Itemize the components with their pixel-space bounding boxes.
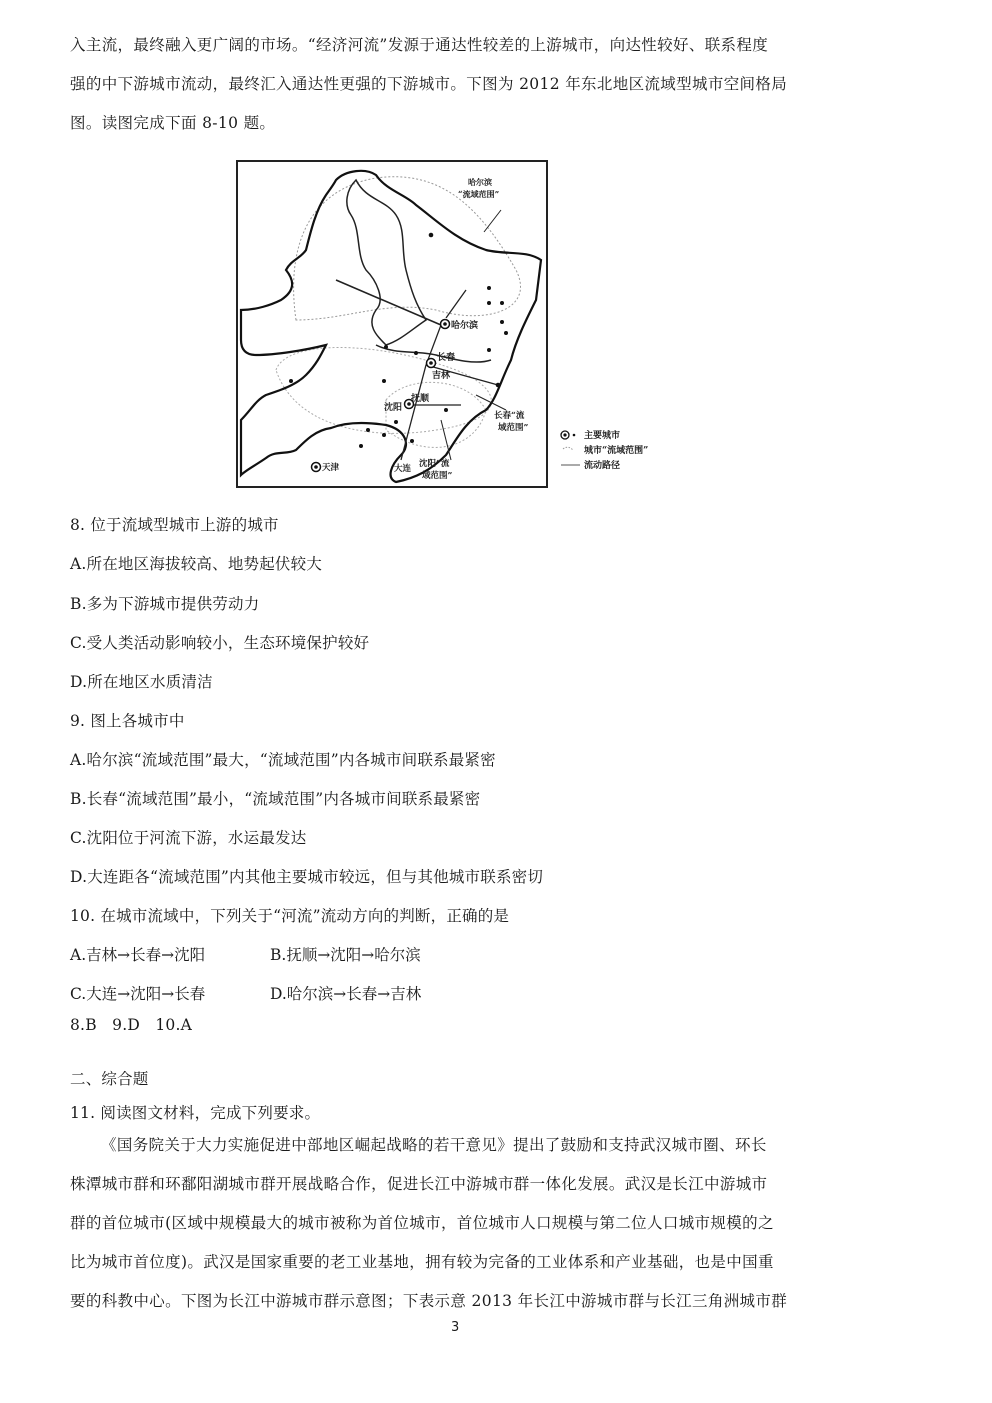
label-harbin-range: 哈尔滨 bbox=[468, 177, 492, 187]
label-jilin: 吉林 bbox=[432, 371, 451, 381]
q10-option-a: A.吉林→长春→沈阳 bbox=[70, 946, 206, 964]
map-legend bbox=[558, 425, 688, 475]
legend-major-city: 主要城市 bbox=[584, 431, 621, 441]
label-changchun-range: 长春“流 bbox=[494, 411, 525, 421]
material-line: 株潭城市群和环鄱阳湖城市群开展战略合作，促进长江中游城市群一体化发展。武汉是长江中游城市 bbox=[70, 1175, 768, 1193]
label-harbin-range-2: “流域范围” bbox=[458, 189, 500, 199]
intro-paragraph bbox=[70, 26, 850, 143]
q10-option-d: D.哈尔滨→长春→吉林 bbox=[270, 985, 422, 1003]
answer-key: 8.B 9.D 10.A bbox=[70, 1016, 193, 1034]
label-changchun: 长春 bbox=[437, 353, 456, 363]
q9-option-a: A.哈尔滨“流域范围”最大，“流域范围”内各城市间联系最紧密 bbox=[70, 751, 496, 769]
legend-city-range: 城市“流域范围” bbox=[584, 446, 649, 456]
q9-option-c: C.沈阳位于河流下游，水运最发达 bbox=[70, 829, 307, 847]
q8-option-b: B.多为下游城市提供劳动力 bbox=[70, 595, 260, 613]
q11-stem: 11. 阅读图文材料，完成下列要求。 bbox=[70, 1104, 321, 1122]
label-shenyang: 沈阳 bbox=[384, 403, 403, 413]
label-shenyang-range: 沈阳“流 bbox=[419, 459, 450, 469]
page-number: 3 bbox=[451, 1320, 460, 1335]
q9-option-b: B.长春“流域范围”最小，“流域范围”内各城市间联系最紧密 bbox=[70, 790, 481, 808]
intro-line: 入主流，最终融入更广阔的市场。“经济河流”发源于通达性较差的上游城市，向达性较好、联系程度 bbox=[70, 36, 769, 54]
q8-stem: 8. 位于流域型城市上游的城市 bbox=[70, 516, 279, 534]
material-line: 《国务院关于大力实施促进中部地区崛起战略的若干意见》提出了鼓励和支持武汉城市圈、环长 bbox=[101, 1136, 767, 1154]
label-fushun: 抚顺 bbox=[411, 394, 430, 404]
label-tianjin: 天津 bbox=[322, 463, 340, 473]
material-line: 比为城市首位度)。武汉是国家重要的老工业基地，拥有较为完备的工业体系和产业基础，也是中国重 bbox=[70, 1253, 774, 1271]
q9-stem: 9. 图上各城市中 bbox=[70, 712, 185, 730]
q10-options-row-2 bbox=[70, 982, 422, 1004]
northeast-china-city-basin-map bbox=[236, 160, 548, 488]
q10-options-row-1 bbox=[70, 943, 421, 965]
q8-option-d: D.所在地区水质清洁 bbox=[70, 673, 213, 691]
q8-option-a: A.所在地区海拔较高、地势起伏较大 bbox=[70, 555, 323, 573]
q9-option-d: D.大连距各“流域范围”内其他主要城市较远，但与其他城市联系密切 bbox=[70, 868, 544, 886]
intro-line: 图。读图完成下面 8-10 题。 bbox=[70, 114, 276, 132]
label-dalian: 大连 bbox=[394, 464, 412, 474]
intro-line: 强的中下游城市流动，最终汇入通达性更强的下游城市。下图为 2012 年东北地区流域型城市空间格局 bbox=[70, 75, 788, 93]
range-outline-icon bbox=[563, 447, 573, 450]
q8-option-c: C.受人类活动影响较小，生态环境保护较好 bbox=[70, 634, 370, 652]
label-harbin: 哈尔滨 bbox=[451, 321, 479, 331]
q10-option-b: B.抚顺→沈阳→哈尔滨 bbox=[270, 946, 421, 964]
label-changchun-range-2: 域范围” bbox=[498, 423, 529, 433]
q10-stem: 10. 在城市流域中，下列关于“河流”流动方向的判断，正确的是 bbox=[70, 907, 510, 925]
q10-option-c: C.大连→沈阳→长春 bbox=[70, 985, 206, 1003]
section-2-title: 二、综合题 bbox=[70, 1070, 149, 1088]
label-shenyang-range-2: 域范围” bbox=[422, 471, 453, 481]
material-line: 群的首位城市(区域中规模最大的城市被称为首位城市，首位城市人口规模与第二位人口城市规模的之 bbox=[70, 1214, 774, 1232]
legend-flow-path: 流动路径 bbox=[584, 461, 621, 471]
material-line: 要的科教中心。下图为长江中游城市群示意图；下表示意 2013 年长江中游城市群与长江三角洲城市群 bbox=[70, 1292, 788, 1310]
q11-material-paragraph bbox=[70, 1126, 850, 1321]
